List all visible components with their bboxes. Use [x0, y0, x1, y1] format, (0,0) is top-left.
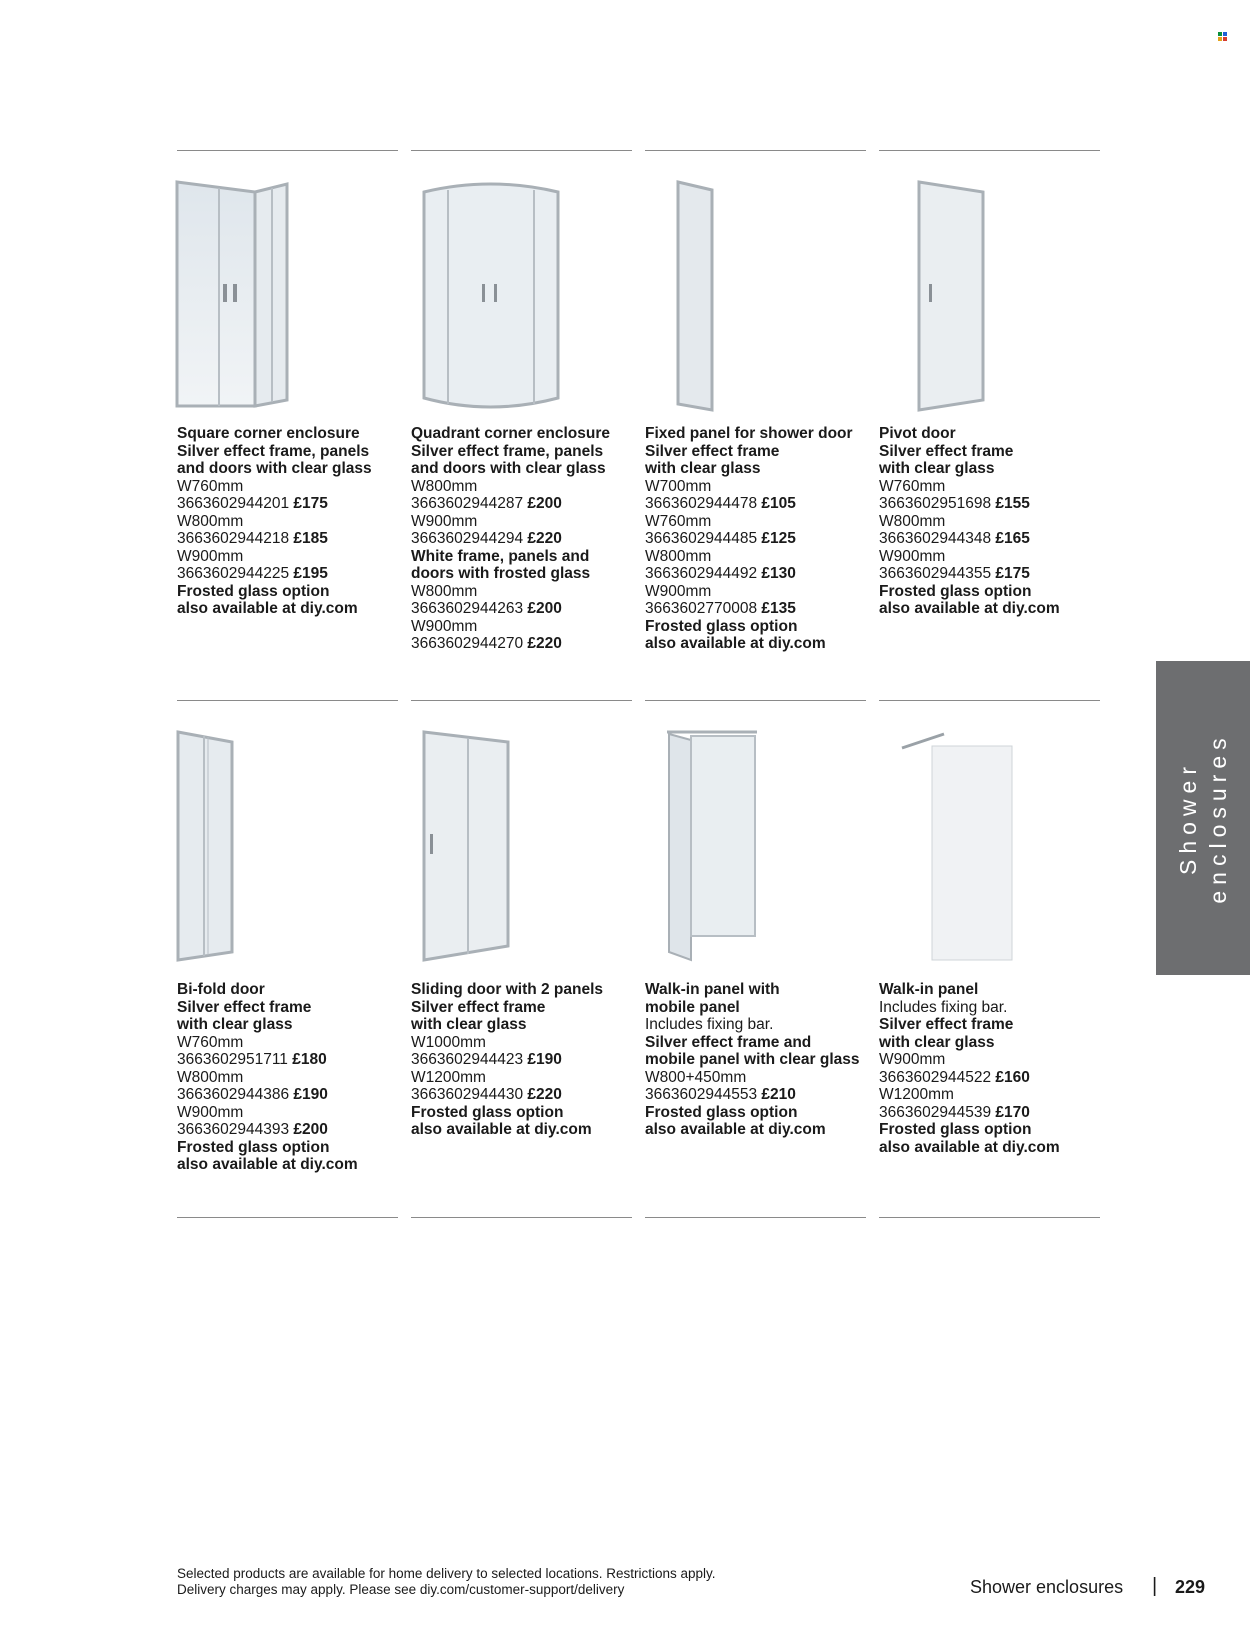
footer-separator: | [1152, 1575, 1158, 1597]
product-detail-line: Frosted glass option [177, 582, 330, 600]
product-detail-line: mobile panel with clear glass [645, 1051, 860, 1068]
product-code: 3663602944553 [645, 1086, 758, 1103]
product-detail-line: W800mm [879, 512, 946, 530]
product-detail-line: W760mm [177, 477, 244, 495]
divider-mid-2 [411, 700, 632, 701]
product-code-price-row [879, 565, 1107, 583]
corner-mark-blue [1223, 32, 1227, 36]
product-detail-line: with clear glass [879, 460, 995, 477]
product-detail-line: W800mm [411, 582, 478, 600]
product-walk-in-panel-mobile [645, 981, 873, 1139]
divider-bottom-4 [879, 1217, 1100, 1218]
product-code: 3663602944263 [411, 600, 524, 617]
side-tab-line1: Shower [1175, 761, 1201, 875]
product-detail-line: and doors with clear glass [177, 460, 372, 477]
product-detail-line: W760mm [177, 1033, 244, 1051]
product-code-price-row [177, 1051, 405, 1069]
product-detail-line: Frosted glass option [645, 617, 798, 635]
product-code-price-row [411, 1086, 639, 1104]
product-code-price-row [177, 1086, 405, 1104]
product-title: Walk-in panel with [645, 981, 780, 998]
product-code-price-row [177, 495, 405, 513]
product-detail-line: W900mm [879, 1051, 946, 1068]
product-price: £160 [995, 1068, 1030, 1086]
product-code: 3663602944218 [177, 530, 290, 547]
product-code-price-row [411, 530, 639, 548]
product-detail-line: Silver effect frame [645, 442, 780, 460]
product-code: 3663602944287 [411, 495, 524, 512]
product-code-price-row [411, 495, 639, 513]
product-detail-line: Includes fixing bar. [879, 998, 1008, 1016]
product-price: £180 [292, 1051, 327, 1068]
product-detail-line: W800mm [177, 512, 244, 530]
product-detail-line: Frosted glass option [411, 1103, 564, 1121]
product-detail-line: W1000mm [411, 1033, 486, 1051]
product-code: 3663602770008 [645, 600, 758, 617]
product-detail-line: W800mm [411, 477, 478, 495]
product-detail-line: with clear glass [177, 1016, 293, 1033]
product-sliding-door [411, 981, 639, 1139]
product-bi-fold-door [177, 981, 405, 1174]
product-detail-line: also available at diy.com [177, 600, 358, 617]
product-detail-line: W900mm [411, 617, 478, 635]
product-code-price-row [177, 565, 405, 583]
product-title: Walk-in panel [879, 981, 979, 998]
product-price: £155 [995, 495, 1030, 512]
product-price: £130 [761, 565, 796, 582]
product-detail-line: also available at diy.com [177, 1156, 358, 1173]
product-quadrant-corner-enclosure [411, 425, 639, 653]
product-title: Fixed panel for shower door [645, 425, 853, 442]
corner-mark-green [1218, 32, 1222, 36]
walk-in-panel-mobile-image [665, 728, 760, 962]
footer-section-title: Shower enclosures [970, 1577, 1124, 1597]
product-code: 3663602944225 [177, 565, 290, 582]
product-detail-line: Frosted glass option [645, 1103, 798, 1121]
product-title: Sliding door with 2 panels [411, 981, 604, 998]
product-code: 3663602944348 [879, 530, 992, 547]
product-code: 3663602944478 [645, 495, 758, 512]
product-code-price-row [645, 530, 873, 548]
product-detail-line: also available at diy.com [879, 1138, 1060, 1156]
product-code: 3663602944355 [879, 565, 992, 582]
product-walk-in-panel [879, 981, 1107, 1156]
product-detail-line: W700mm [645, 477, 712, 495]
product-code-price-row [645, 565, 873, 583]
product-code-price-row [879, 1069, 1107, 1087]
product-detail-line: with clear glass [879, 1033, 995, 1051]
product-detail-line: Includes fixing bar. [645, 1016, 774, 1033]
product-detail-line: Silver effect frame [177, 998, 312, 1016]
product-price: £220 [527, 635, 562, 652]
product-price: £210 [761, 1086, 796, 1103]
product-detail-line: W760mm [645, 512, 712, 530]
product-detail-line: Silver effect frame, panels [177, 442, 370, 460]
product-price: £125 [761, 530, 796, 547]
product-code: 3663602951698 [879, 495, 992, 512]
page-number: 229 [1175, 1577, 1206, 1597]
product-detail-line: Frosted glass option [879, 1121, 1032, 1138]
product-price: £170 [995, 1103, 1030, 1121]
product-price: £200 [527, 600, 562, 617]
product-code: 3663602944492 [645, 565, 758, 582]
product-price: £175 [293, 495, 328, 512]
product-detail-line: doors with frosted glass [411, 565, 591, 582]
product-detail-line: Silver effect frame and [645, 1033, 812, 1051]
product-price: £105 [761, 495, 796, 512]
divider-top-1 [177, 150, 398, 151]
product-detail-line: W1200mm [879, 1086, 954, 1103]
product-code-price-row [177, 1121, 405, 1139]
divider-mid-4 [879, 700, 1100, 701]
product-fixed-panel [645, 425, 873, 653]
product-detail-line: and doors with clear glass [411, 460, 606, 477]
product-code-price-row [645, 1086, 873, 1104]
divider-top-3 [645, 150, 866, 151]
product-price: £195 [293, 565, 328, 582]
product-detail-line: W900mm [411, 512, 478, 530]
product-code-price-row [879, 495, 1107, 513]
product-code-price-row [879, 1104, 1107, 1122]
corner-mark-yellow [1218, 37, 1222, 41]
product-detail-line: Silver effect frame [879, 1016, 1014, 1033]
product-price: £200 [527, 495, 562, 512]
product-price: £200 [293, 1121, 328, 1138]
product-code: 3663602951711 [177, 1051, 288, 1068]
product-detail-line: White frame, panels and [411, 547, 590, 565]
product-code-price-row [411, 600, 639, 618]
product-code: 3663602944270 [411, 635, 524, 652]
corner-mark-red [1223, 37, 1227, 41]
product-price: £220 [527, 1086, 562, 1103]
product-detail-line: also available at diy.com [879, 600, 1060, 617]
product-detail-line: with clear glass [645, 460, 761, 477]
product-detail-line: W900mm [177, 547, 244, 565]
product-detail-line: Silver effect frame [411, 998, 546, 1016]
delivery-note-line2: Delivery charges may apply. Please see diy.com/customer-support/delivery [177, 1581, 625, 1597]
product-detail-line: W760mm [879, 477, 946, 495]
product-price: £190 [293, 1086, 328, 1103]
product-detail-line: Silver effect frame [879, 442, 1014, 460]
product-price: £185 [293, 530, 328, 547]
product-price: £175 [995, 565, 1030, 582]
product-detail-line: Frosted glass option [879, 582, 1032, 600]
divider-bottom-2 [411, 1217, 632, 1218]
product-detail-line: also available at diy.com [645, 635, 826, 652]
product-code-price-row [411, 635, 639, 653]
product-code: 3663602944539 [879, 1103, 992, 1121]
divider-top-4 [879, 150, 1100, 151]
product-code-price-row [645, 600, 873, 618]
fixed-panel-image [674, 180, 716, 412]
product-detail-line: W900mm [177, 1103, 244, 1121]
sliding-door-image [420, 730, 512, 962]
product-code-price-row [645, 495, 873, 513]
product-code-price-row [879, 530, 1107, 548]
product-price: £135 [761, 600, 796, 617]
section-side-tab [1156, 661, 1250, 975]
product-title: Square corner enclosure [177, 425, 360, 442]
delivery-note [177, 1566, 716, 1597]
divider-mid-1 [177, 700, 398, 701]
product-detail-line: W800mm [645, 547, 712, 565]
divider-bottom-1 [177, 1217, 398, 1218]
product-code: 3663602944522 [879, 1068, 992, 1086]
product-detail-line: Silver effect frame, panels [411, 442, 604, 460]
product-code: 3663602944423 [411, 1051, 524, 1068]
product-detail-line: with clear glass [411, 1016, 527, 1033]
product-code: 3663602944430 [411, 1086, 524, 1103]
side-tab-label [1173, 732, 1233, 903]
corner-color-mark [1218, 32, 1227, 41]
product-code-price-row [177, 530, 405, 548]
square-corner-enclosure-image [175, 180, 290, 412]
product-detail-line: W900mm [879, 547, 946, 565]
product-detail-line: W800+450mm [645, 1068, 747, 1086]
product-price: £220 [527, 530, 562, 547]
product-detail-line: W800mm [177, 1068, 244, 1086]
product-square-corner-enclosure [177, 425, 405, 618]
product-code: 3663602944393 [177, 1121, 290, 1138]
product-price: £165 [995, 530, 1030, 547]
product-code: 3663602944201 [177, 495, 290, 512]
product-detail-line: mobile panel [645, 998, 740, 1016]
quadrant-corner-enclosure-image [420, 180, 562, 412]
product-code: 3663602944386 [177, 1086, 290, 1103]
pivot-door-image [915, 180, 987, 412]
product-detail-line: also available at diy.com [645, 1121, 826, 1138]
product-detail-line: W1200mm [411, 1068, 486, 1086]
product-pivot-door [879, 425, 1107, 618]
product-price: £190 [527, 1051, 562, 1068]
divider-bottom-3 [645, 1217, 866, 1218]
walk-in-panel-image [896, 728, 1016, 962]
product-title: Pivot door [879, 425, 956, 442]
product-title: Bi-fold door [177, 981, 265, 998]
delivery-note-line1: Selected products are available for home delivery to selected locations. Restrictions apply. [177, 1566, 716, 1581]
product-title: Quadrant corner enclosure [411, 425, 610, 442]
product-code: 3663602944294 [411, 530, 524, 547]
product-code-price-row [411, 1051, 639, 1069]
divider-mid-3 [645, 700, 866, 701]
product-code: 3663602944485 [645, 530, 758, 547]
divider-top-2 [411, 150, 632, 151]
product-detail-line: W900mm [645, 582, 712, 600]
product-detail-line: also available at diy.com [411, 1121, 592, 1138]
product-detail-line: Frosted glass option [177, 1138, 330, 1156]
bi-fold-door-image [176, 730, 236, 962]
side-tab-line2: enclosures [1205, 732, 1231, 904]
